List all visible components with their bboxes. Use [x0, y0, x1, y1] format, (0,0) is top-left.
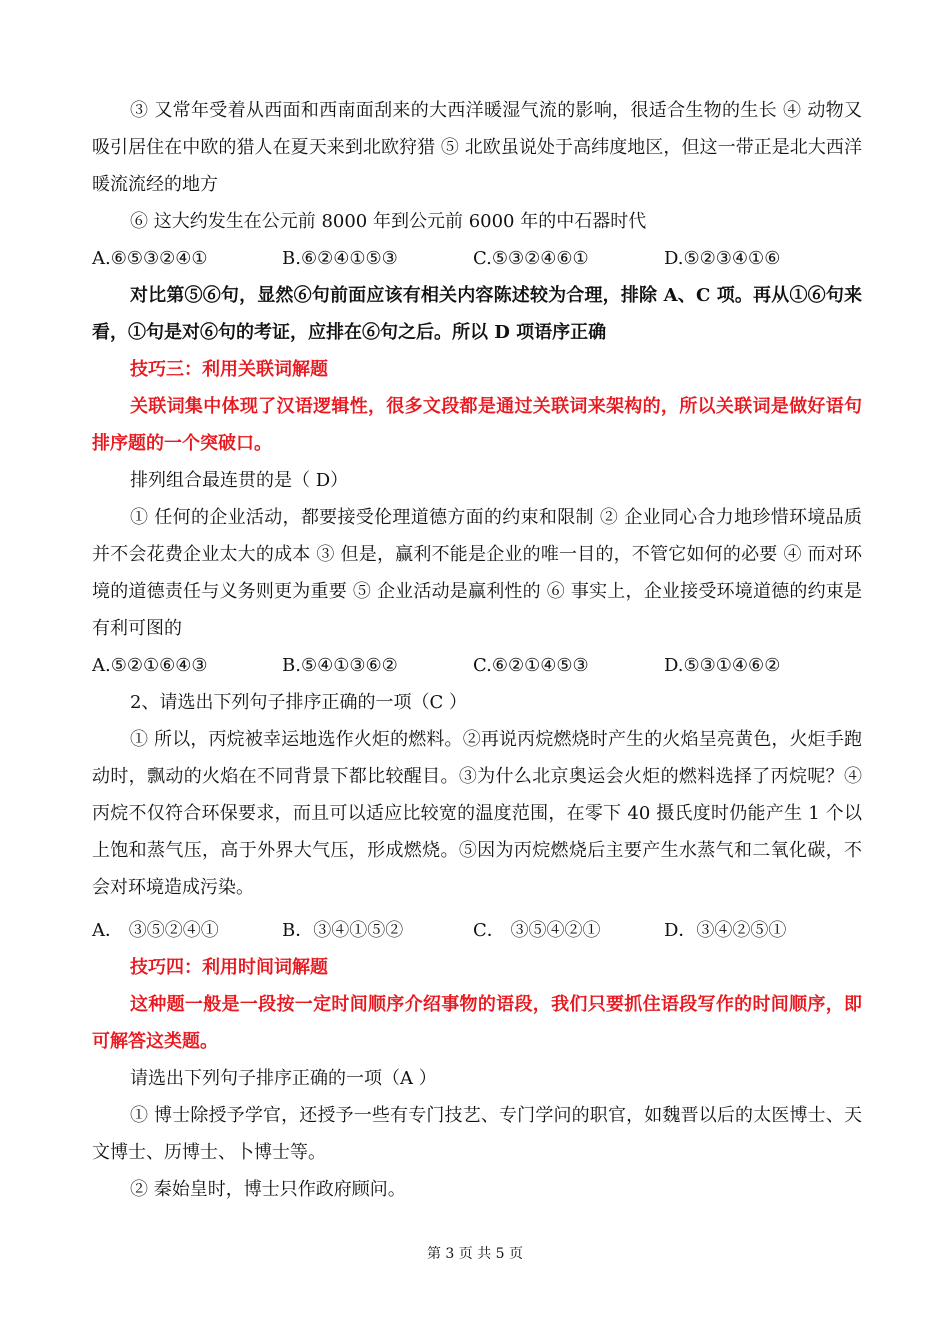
option-a: A.⑥⑤③②④① — [92, 248, 208, 269]
question-c-stem: 请选出下列句子排序正确的一项（A ） — [130, 1068, 437, 1089]
option-d: D.⑤②③④①⑥ — [664, 248, 781, 269]
options-row-2 — [92, 647, 872, 684]
tip-3-title: 技巧三：利用关联词解题 — [130, 359, 328, 380]
option-c: C． ③⑤④②① — [473, 920, 601, 941]
option-d: D．③④②⑤① — [664, 920, 787, 941]
option-a: A.⑤②①⑥④③ — [92, 655, 208, 676]
options-row-1 — [92, 240, 872, 277]
option-b: B.⑥②④①⑤③ — [282, 248, 398, 269]
tip-4-description: 这种题一般是一段按一定时间顺序介绍事物的语段，我们只要抓住语段写作的时间顺序，即可解答这类题。 — [92, 994, 862, 1052]
analysis-paragraph: 对比第⑤⑥句，显然⑥句前面应该有相关内容陈述较为合理，排除 A、C 项。再从①⑥句来看，①句是对⑥句的考证，应排在⑥句之后。所以 D 项语序正确 — [92, 285, 862, 343]
page-number: 第 3 页 共 5 页 — [426, 1246, 524, 1262]
option-b: B．③④①⑤② — [282, 920, 404, 941]
question-c-sentence-2: ② 秦始皇时，博士只作政府顾问。 — [130, 1179, 406, 1200]
question-a-stem: 排列组合最连贯的是（ D） — [130, 470, 349, 491]
question-sentences-1: ③ 又常年受着从西面和西南面刮来的大西洋暖湿气流的影响，很适合生物的生长 ④ 动物又吸引居住在中欧的猎人在夏天来到北欧狩猎 ⑤ 北欧虽说处于高纬度地区，但这一带正是北大西洋暖流流经的地方 — [92, 100, 862, 195]
question-a-body: ① 任何的企业活动，都要接受伦理道德方面的约束和限制 ② 企业同心合力地珍惜环境品质并不会花费企业太大的成本 ③ 但是，赢利不能是企业的唯一目的，不管它如何的必要 ④ 而对环境的道德责任与义务则更为重要 ⑤ 企业活动是赢利性的 ⑥ 事实上，企业接受环境道德的约束是有利可图的 — [92, 507, 862, 639]
options-row-3 — [92, 912, 872, 949]
option-b: B.⑤④①③⑥② — [282, 655, 398, 676]
question-b-body: ① 所以，丙烷被幸运地选作火炬的燃料。②再说丙烷燃烧时产生的火焰呈亮黄色，火炬手跑动时，飘动的火焰在不同背景下都比较醒目。③为什么北京奥运会火炬的燃料选择了丙烷呢？④丙烷不仅符合环保要求，而且可以适应比较宽的温度范围，在零下 40 摄氏度时仍能产生 1 个以上饱和蒸气压，高于外界大气压，形成燃烧。⑤因为丙烷燃烧后主要产生水蒸气和二氧化碳，不会对环境造成污染。 — [92, 729, 862, 898]
option-d: D.⑤③①④⑥② — [664, 655, 781, 676]
question-c-body: ① 博士除授予学官，还授予一些有专门技艺、专门学问的职官，如魏晋以后的太医博士、天文博士、历博士、卜博士等。 — [92, 1105, 862, 1163]
question-sentence-6: ⑥ 这大约发生在公元前 8000 年到公元前 6000 年的中石器时代 — [130, 211, 647, 232]
tip-4-title: 技巧四：利用时间词解题 — [130, 957, 328, 978]
tip-3-description: 关联词集中体现了汉语逻辑性，很多文段都是通过关联词来架构的，所以关联词是做好语句排序题的一个突破口。 — [92, 396, 862, 454]
question-b-stem: 2、请选出下列句子排序正确的一项（C ） — [130, 692, 467, 713]
option-a: A． ③⑤②④① — [92, 920, 219, 941]
option-c: C.⑥②①④⑤③ — [473, 655, 589, 676]
option-c: C.⑤③②④⑥① — [473, 248, 589, 269]
